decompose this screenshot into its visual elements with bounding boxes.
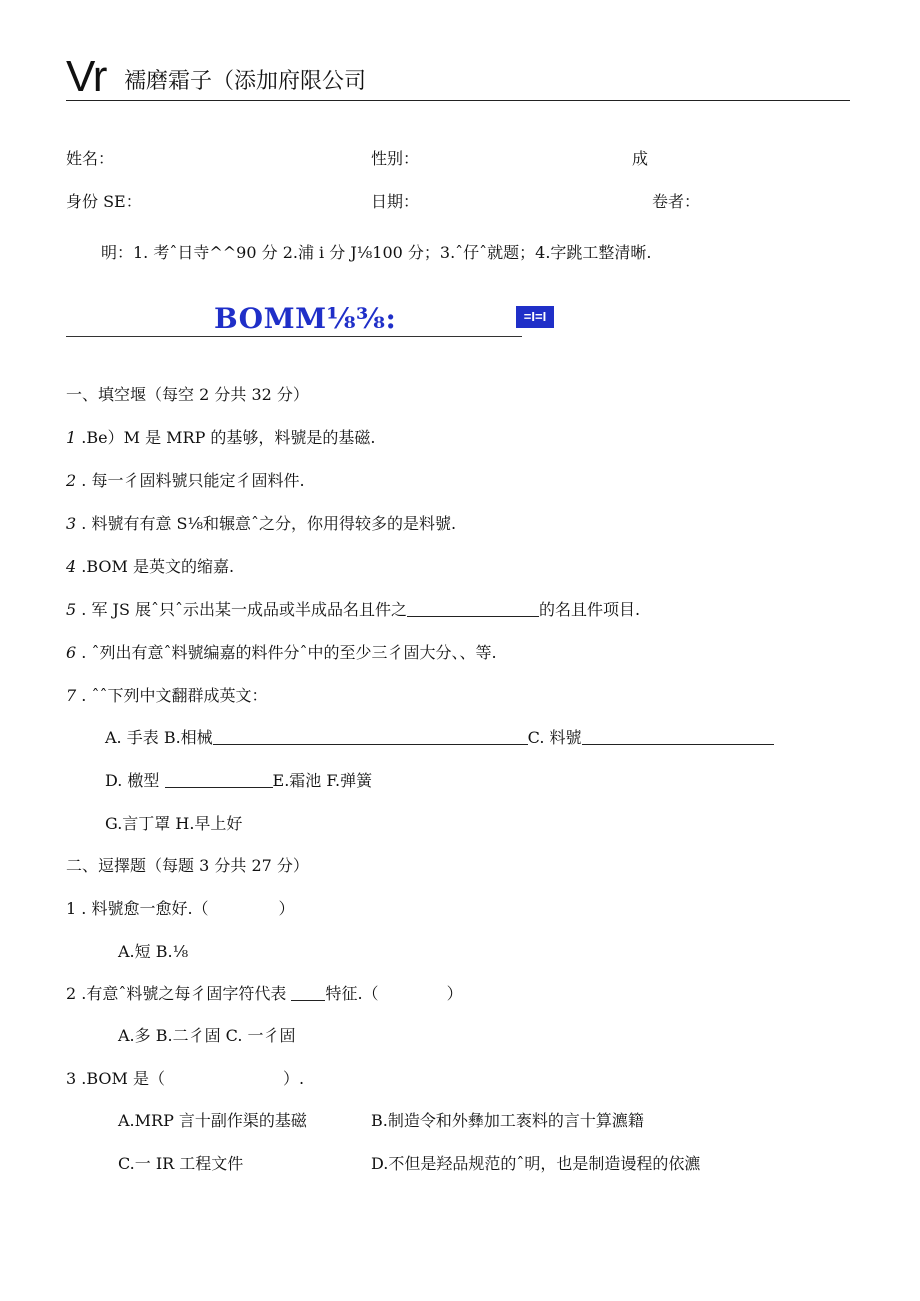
translate-row <box>105 727 774 749</box>
section2-heading: 二、逗擇题（每题 3 分共 27 分） <box>66 856 309 875</box>
question-number: 1 <box>66 428 77 447</box>
answer-blank[interactable] <box>291 984 325 1001</box>
question-text: .Be）M 是 MRP 的基够，料號是的基磁. <box>81 428 376 447</box>
translate-item-d: D. 檄型 <box>105 771 160 790</box>
translate-item-c: C. 料號 <box>527 728 582 747</box>
question-text: . ˆ列出有意ˆ料號编嘉的料件分ˆ中的至少三彳固大分、、等. <box>81 643 497 662</box>
question-bracket-close: ）. <box>283 1069 305 1088</box>
list-item <box>66 685 267 707</box>
question-text: . 每一彳固料號只能定彳固料件. <box>81 471 305 490</box>
answer-blank[interactable] <box>407 600 539 617</box>
date-label: 日期： <box>371 192 420 211</box>
question-number: 2 <box>66 984 77 1003</box>
exam-title: BOMM⅛⅜: <box>214 302 397 335</box>
score-box: =I=I <box>516 306 554 328</box>
question-text: .有意ˆ料號之每彳固字符代表 <box>81 984 287 1003</box>
list-item <box>66 642 497 664</box>
title-divider <box>66 336 522 337</box>
answer-blank[interactable] <box>213 728 528 745</box>
score-label: 成 <box>632 149 649 168</box>
question-text: .BOM 是英文的缩嘉. <box>81 557 235 576</box>
list-item <box>66 556 234 578</box>
question-number: 3 <box>66 514 77 533</box>
examiner-label: 卷者： <box>652 192 701 211</box>
section1-heading: 一、填空堰（每空 2 分共 32 分） <box>66 385 309 404</box>
question-text: . 料號有有意 S⅛和辗意ˆ之分，你用得较多的是料號. <box>81 514 457 533</box>
list-item <box>66 470 305 492</box>
gender-label: 性别： <box>371 149 420 168</box>
answer-blank[interactable] <box>165 771 273 788</box>
question-text: .BOM 是（ <box>81 1069 166 1088</box>
list-item <box>66 427 376 449</box>
question-text: . 料號愈一愈好.（ <box>81 899 209 918</box>
company-name: 襦磨霜子（添加府限公司 <box>124 69 367 94</box>
question-number: 2 <box>66 471 77 490</box>
list-item <box>66 898 295 920</box>
id-label: 身份 SE： <box>66 192 142 211</box>
name-label: 姓名： <box>66 149 115 168</box>
header-divider <box>66 100 850 101</box>
question-number: 4 <box>66 557 77 576</box>
question-text-after: 的名且件项目. <box>539 600 641 619</box>
question-bracket-close: ） <box>278 899 295 918</box>
question-text: . ˆˆ下列中文翻群成英文： <box>81 686 268 705</box>
option-c: C.一 IR 工程文件 <box>118 1154 244 1173</box>
translate-row <box>105 770 372 792</box>
question-number: 3 <box>66 1069 77 1088</box>
translate-item-e: E.霜池 F.弹簧 <box>272 771 373 790</box>
company-logo: Vr <box>66 52 107 101</box>
answer-blank[interactable] <box>582 728 774 745</box>
question-bracket-close: ） <box>446 984 463 1003</box>
options: A.多 B.二彳固 C. 一彳固 <box>118 1026 296 1045</box>
translate-row: G.言丁罩 H.早上好 <box>105 814 243 833</box>
option-d: D.不但是羟品规范的ˆ明，也是制造谩程的依瀌 <box>371 1154 701 1173</box>
option-a: A.MRP 言十副作渠的基磁 <box>118 1111 307 1130</box>
option-b: B.制造令和外彝加工袠料的言十算瀌籍 <box>371 1111 644 1130</box>
question-number: 1 <box>66 899 77 918</box>
question-number: 7 <box>66 686 77 705</box>
list-item <box>66 599 640 621</box>
question-number: 6 <box>66 643 77 662</box>
question-text-after: 特征.（ <box>325 984 379 1003</box>
list-item <box>66 513 456 535</box>
question-text: . 军 JS 展ˆ只ˆ示出某一成品或半成品名且件之 <box>81 600 408 619</box>
instructions: 明：1. 考ˆ日寺^^90 分 2.浦 i 分 J⅛100 分；3.ˆ仔ˆ就题；4.字跳工整清晰. <box>101 243 652 262</box>
question-number: 5 <box>66 600 77 619</box>
options: A.短 B.⅛ <box>118 942 189 961</box>
translate-item-a: A. 手表 B.相械 <box>105 728 213 747</box>
list-item <box>66 1068 304 1090</box>
list-item <box>66 983 463 1005</box>
